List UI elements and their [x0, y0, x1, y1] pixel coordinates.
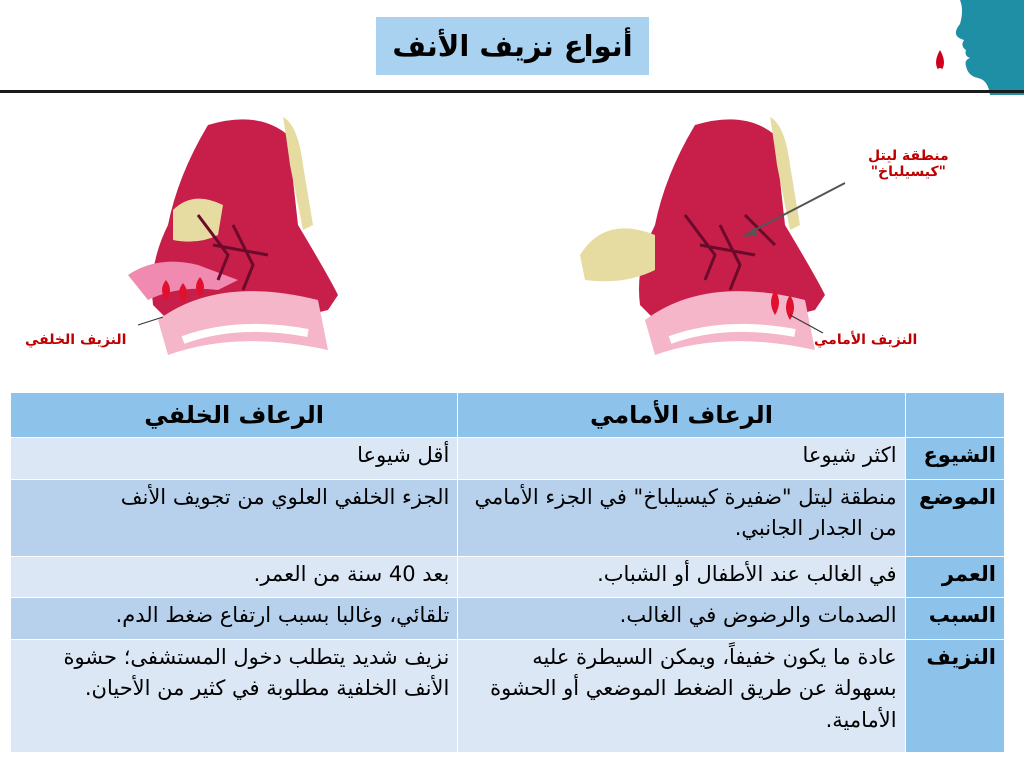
posterior-bleeding-label: النزيف الخلفي — [25, 332, 127, 348]
header-posterior: الرعاف الخلفي — [11, 393, 458, 438]
table-header-row — [11, 393, 1005, 438]
header-anterior: الرعاف الأمامي — [458, 393, 905, 438]
table-row — [11, 438, 1005, 480]
kiesselbach-callout — [868, 148, 949, 180]
page-title: أنواع نزيف الأنف — [392, 29, 633, 63]
header-corner-cell — [905, 393, 1004, 438]
anterior-cell: اكثر شيوعا — [458, 438, 905, 480]
posterior-cell: الجزء الخلفي العلوي من تجويف الأنف — [11, 479, 458, 556]
anterior-bleeding-label: النزيف الأمامي — [814, 332, 918, 348]
anterior-cell: في الغالب عند الأطفال أو الشباب. — [458, 556, 905, 598]
kiesselbach-callout-line1: منطقة ليتل — [868, 148, 949, 164]
table-row — [11, 639, 1005, 752]
table-row — [11, 556, 1005, 598]
posterior-cell: تلقائي، وغالبا بسبب ارتفاع ضغط الدم. — [11, 598, 458, 640]
posterior-cell: أقل شيوعا — [11, 438, 458, 480]
row-label: السبب — [905, 598, 1004, 640]
posterior-cell: بعد 40 سنة من العمر. — [11, 556, 458, 598]
posterior-cell: نزيف شديد يتطلب دخول المستشفى؛ حشوة الأنف الخلفية مطلوبة في كثير من الأحيان. — [11, 639, 458, 752]
table-row — [11, 598, 1005, 640]
row-label: الشيوع — [905, 438, 1004, 480]
header-rule — [0, 90, 1024, 93]
row-label: النزيف — [905, 639, 1004, 752]
anterior-cell: عادة ما يكون خفيفاً، ويمكن السيطرة عليه بسهولة عن طريق الضغط الموضعي أو الحشوة الأمامية. — [458, 639, 905, 752]
kiesselbach-callout-line2: "كيسيلباخ" — [870, 164, 946, 180]
anterior-cell: منطقة ليتل "ضفيرة كيسيلباخ" في الجزء الأمامي من الجدار الجانبي. — [458, 479, 905, 556]
anterior-cell: الصدمات والرضوض في الغالب. — [458, 598, 905, 640]
row-label: العمر — [905, 556, 1004, 598]
nosebleed-logo-icon — [920, 0, 1024, 95]
comparison-table — [10, 392, 1005, 753]
table-row — [11, 479, 1005, 556]
title-box — [376, 17, 649, 75]
row-label: الموضع — [905, 479, 1004, 556]
